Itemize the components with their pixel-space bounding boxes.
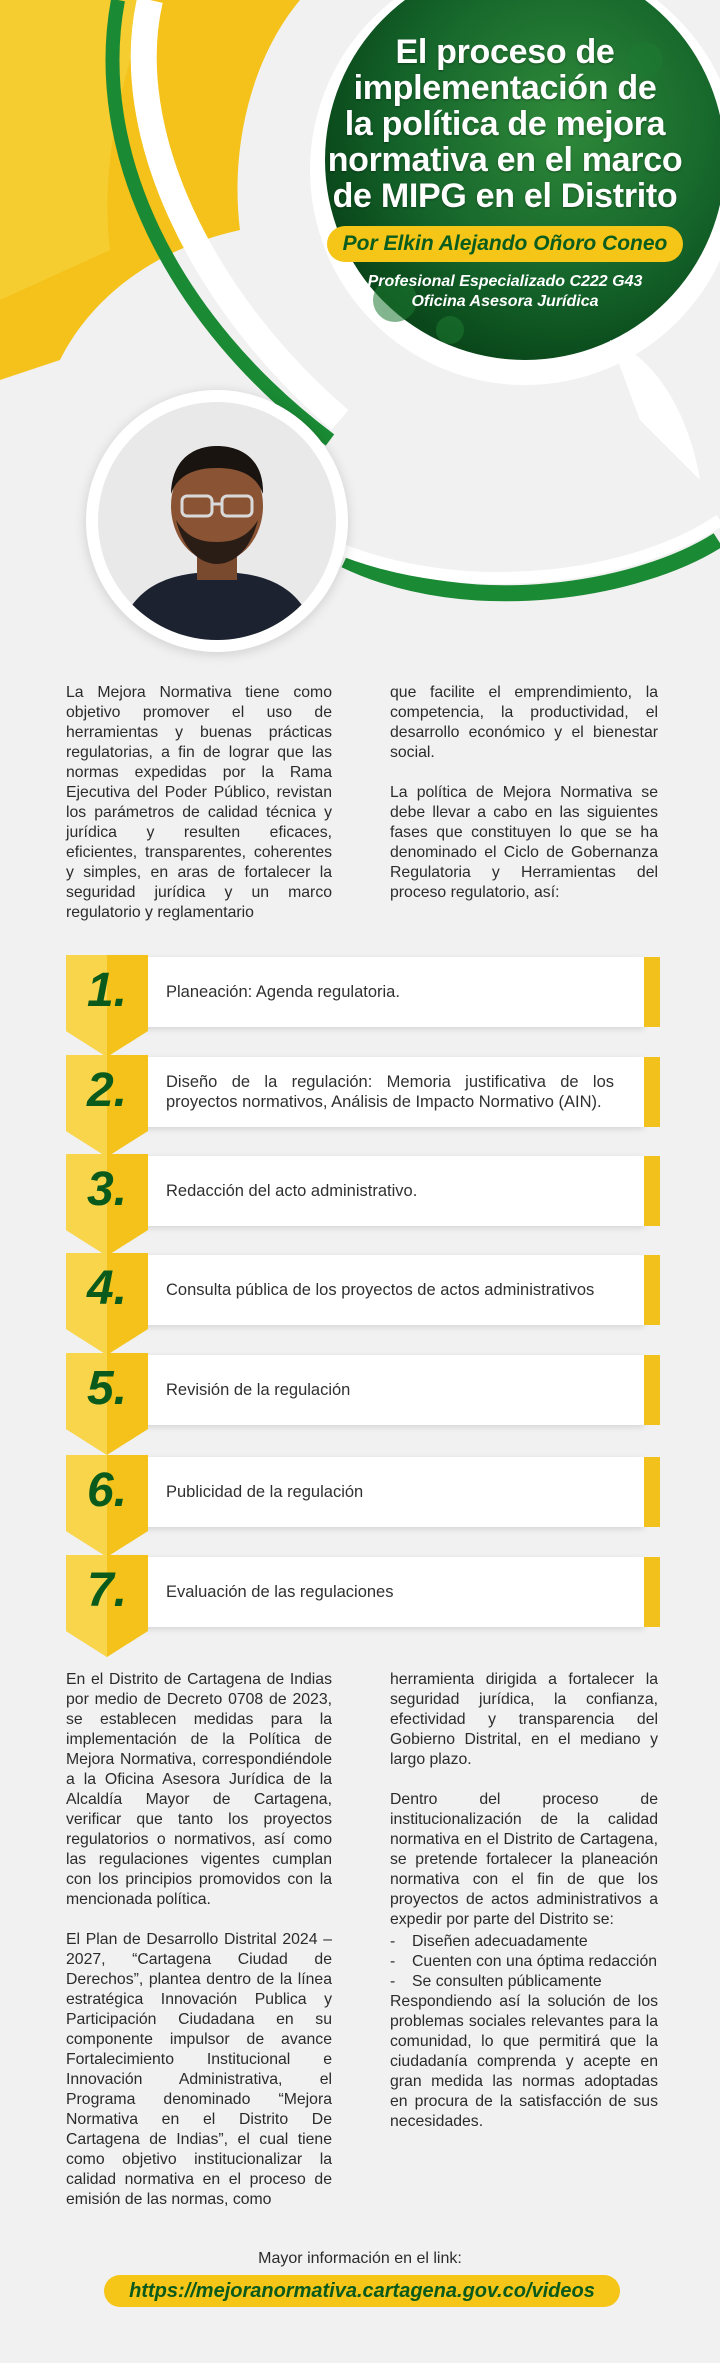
step-row [66,1353,660,1429]
step-accent [644,957,660,1027]
step-text: Diseño de la regulación: Memoria justificativa de los proyectos normativos, Análisis de Impacto Normativo (AIN). [166,1073,614,1111]
step-row [66,1253,660,1329]
step-text: Planeación: Agenda regulatoria. [166,983,400,1001]
step-number: 5. [86,1362,128,1415]
intro-left-column [66,683,332,923]
step-number: 7. [86,1564,128,1617]
body-paragraph: Respondiendo así la solución de los problemas sociales relevantes para la comunidad, lo que permitirá que la ciudadanía comprenda y acepte en gran medida las normas adoptadas en procura de la satisfacción de sus necesidades. [390,1993,658,2130]
step-number: 3. [86,1163,128,1216]
step-number: 6. [86,1464,128,1517]
header-title-block [300,34,710,312]
bullet-item: - Se consulten públicamente [390,1972,658,1992]
role-line: Oficina Asesora Jurídica [411,293,599,310]
step-text: Publicidad de la regulación [166,1483,364,1501]
step-accent [644,1557,660,1627]
intro-paragraph: La Mejora Normativa tiene como objetivo promover el uso de herramientas y buenas prácticas regulatorias, a fin de lograr que las normas expedidas por la Rama Ejecutiva del Poder Público, revistan los parámetros de calidad técnica y jurídica y resulten eficaces, eficientes, transparentes, coherentes y simples, en aras de fortalecer la seguridad jurídica y un marco regulatorio y reglamentario [66,684,332,921]
step-row [66,955,660,1031]
step-accent [644,1156,660,1226]
step-row [66,1555,660,1631]
step-number: 4. [86,1262,128,1315]
step-accent [644,1255,660,1325]
bullet-list [390,1932,658,1992]
body-paragraph: Dentro del proceso de institucionalización de la calidad normativa en el Distrito de Cartagena, se pretende fortalecer la planeación normativa con el fin de que los proyectos de actos administrativos a expedir por parte del Distrito se: [390,1791,658,1928]
author-role [300,272,710,312]
bullet-item: - Cuenten con una óptima redacción [390,1952,658,1972]
body-paragraph: herramienta dirigida a fortalecer la seguridad jurídica, la confianza, efectividad y transparencia del Gobierno Distrital, en el mediano y largo plazo. [390,1671,658,1768]
intro-paragraph: que facilite el emprendimiento, la competencia, la productividad, el desarrollo económico y el bienestar social. [390,684,658,761]
portrait-illustration [98,402,336,640]
step-row [66,1455,660,1531]
bullet-item: - Diseñen adecuadamente [390,1932,658,1952]
step-text: Evaluación de las regulaciones [166,1583,394,1601]
title-line: normativa en el marco [327,141,683,179]
intro-right-column [390,683,658,903]
body-paragraph: El Plan de Desarrollo Distrital 2024 –2027, “Cartagena Ciudad de Derechos”, plantea dentro de la línea estratégica Innovación Publica y Participación Ciudadana en su componente impulsor de avance Fortalecimiento Institucional e Innovación Administrativa, el Programa denominado “Mejora Normativa en el Distrito De Cartagena de Indias”, el cual tiene como objetivo institucionalizar la calidad normativa en el proceso de emisión de las normas, como [66,1931,332,2208]
title-line: de MIPG en el Distrito [332,177,678,215]
author-portrait [86,390,348,652]
body-left-column [66,1670,332,2210]
role-line: Profesional Especializado C222 G43 [367,273,643,290]
body-paragraph: En el Distrito de Cartagena de Indias por medio de Decreto 0708 de 2023, se establecen medidas para la implementación de la Política de Mejora Normativa, correspondiéndole a la Oficina Asesora Jurídica de la Alcaldía Mayor de Cartagena, verificar que tanto los proyectos regulatorios o normativos, así como las regulaciones vigentes cumplan con los principios promovidos con la mencionada política. [66,1671,332,1908]
step-accent [644,1355,660,1425]
step-number: 2. [86,1064,128,1117]
step-accent [644,1457,660,1527]
step-row [66,1055,660,1131]
step-text: Revisión de la regulación [166,1381,351,1399]
step-row [66,1154,660,1230]
intro-paragraph: La política de Mejora Normativa se debe llevar a cabo en las siguientes fases que constituyen lo que se ha denominado el Ciclo de Gobernanza Regulatoria y Herramientas del proceso regulatorio, así: [390,784,658,901]
title-line: El proceso de [395,33,615,71]
step-text: Consulta pública de los proyectos de actos administrativos [166,1281,595,1299]
author-badge: Por Elkin Alejando Oñoro Coneo [327,226,684,262]
title-line: implementación de [353,69,657,107]
step-accent [644,1057,660,1127]
step-text: Redacción del acto administrativo. [166,1182,418,1200]
body-right-column [390,1670,658,2132]
more-info-label: Mayor información en el link: [258,2250,462,2267]
page-title [300,34,710,214]
title-line: la política de mejora [344,105,666,143]
more-info-link[interactable]: https://mejoranormativa.cartagena.gov.co/videos [104,2275,620,2307]
step-number: 1. [86,964,128,1017]
